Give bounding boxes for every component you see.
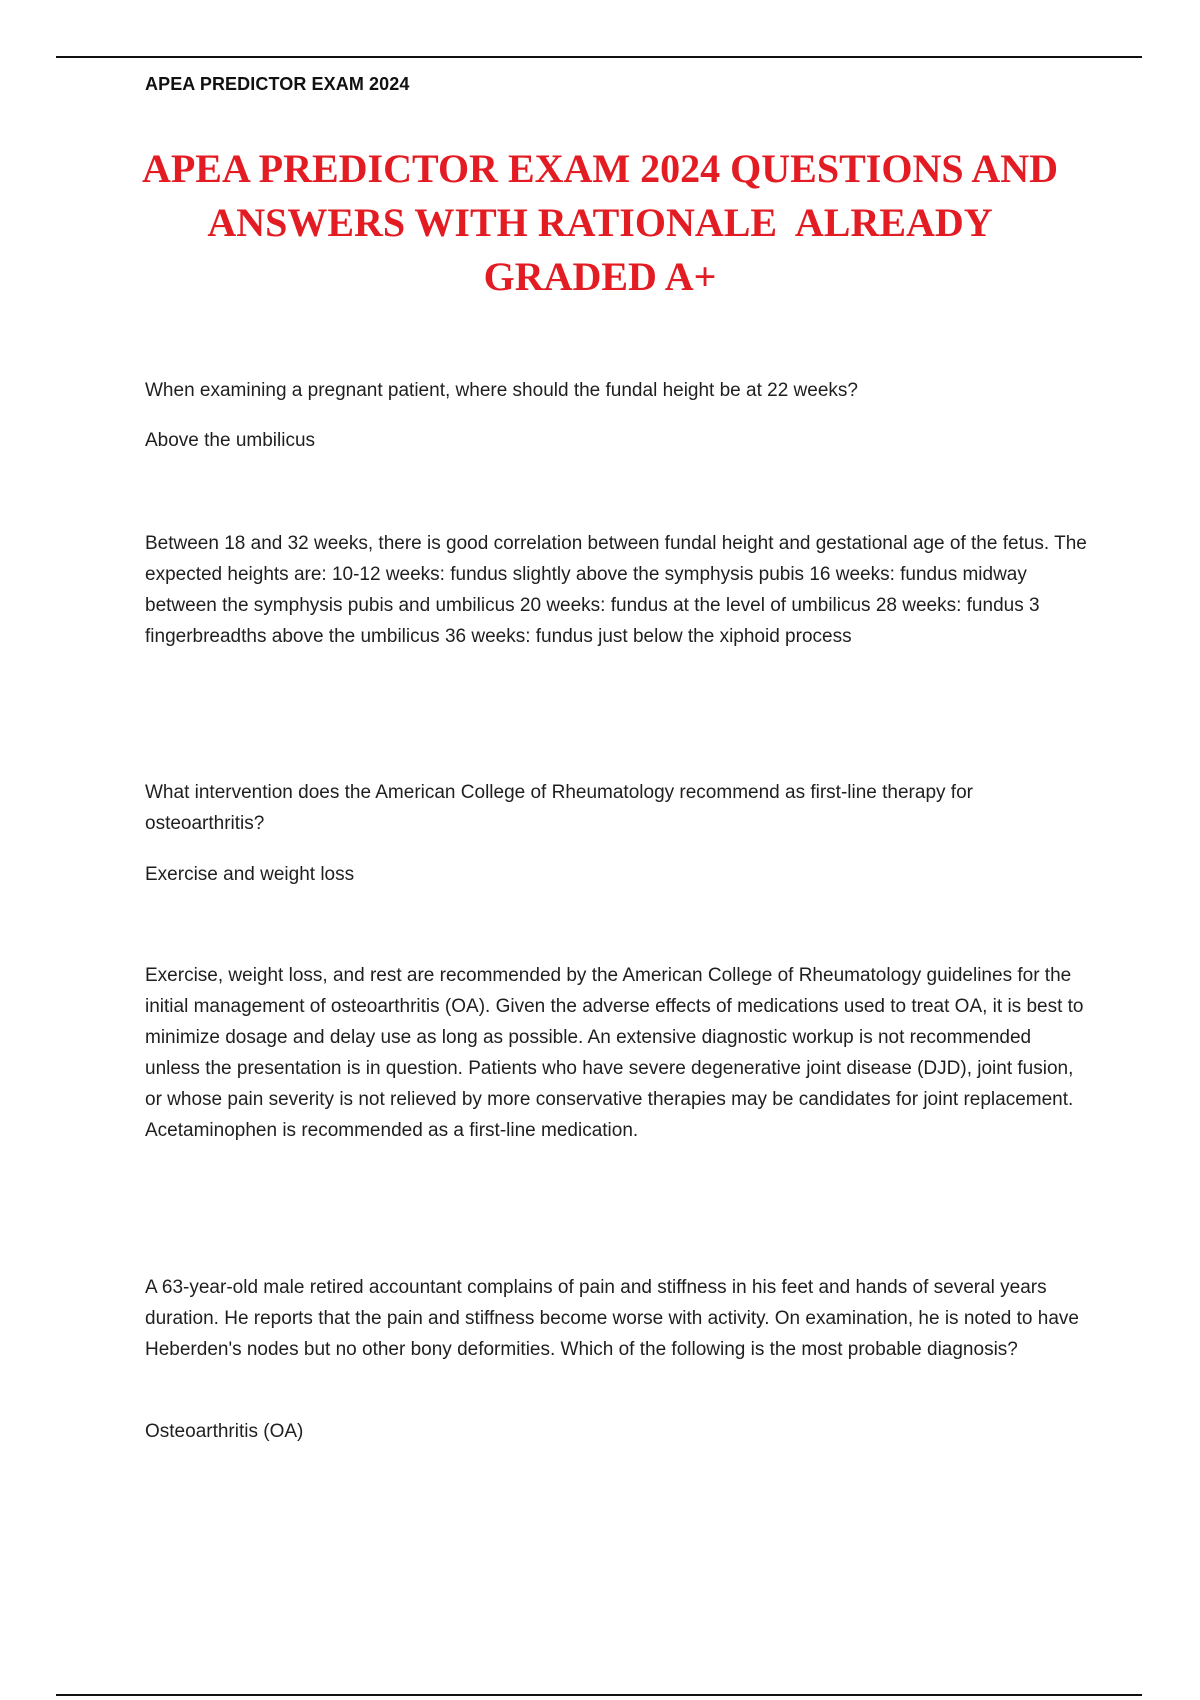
question-3-text: A 63-year-old male retired accountant complains of pain and stiffness in his feet and hands of several years duration. He reports that the pain and stiffness become worse with activity. On examination, he is noted to have Heberden's nodes but no other bony deformities. Which of the following is the most probable diagnosis? xyxy=(145,1277,1079,1360)
rationale-2-text: Exercise, weight loss, and rest are recommended by the American College of Rheumatology guidelines for the initial management of osteoarthritis (OA). Given the adverse effects of medications used to treat OA, it is best to minimize dosage and delay use as long as possible. An extensive diagnostic workup is not recommended unless the presentation is in question. Patients who have severe degenerative joint disease (DJD), joint fusion, or whose pain severity is not relieved by more conservative therapies may be candidates for joint replacement. Acetaminophen is recommended as a first-line medication. xyxy=(145,965,1084,1141)
question-2-text: What intervention does the American College of Rheumatology recommend as first-line therapy for osteoarthritis? xyxy=(145,782,973,834)
answer-1 xyxy=(145,425,1090,456)
top-rule xyxy=(56,56,1142,58)
title-line-1: APEA PREDICTOR EXAM 2024 QUESTIONS AND xyxy=(141,146,1059,191)
question-2 xyxy=(145,777,1090,839)
title-line-2: ANSWERS WITH RATIONALE ALREADY xyxy=(207,200,993,245)
question-1-text: When examining a pregnant patient, where should the fundal height be at 22 weeks? xyxy=(145,380,858,401)
answer-1-text: Above the umbilicus xyxy=(145,430,316,451)
answer-2 xyxy=(145,859,1090,890)
running-header: APEA PREDICTOR EXAM 2024 xyxy=(145,74,410,94)
answer-2-text: Exercise and weight loss xyxy=(145,864,355,885)
answer-3 xyxy=(145,1416,1090,1447)
question-1 xyxy=(145,375,1090,406)
title-line-3: GRADED A+ xyxy=(483,254,717,299)
answer-3-text: Osteoarthritis (OA) xyxy=(145,1421,304,1442)
question-3 xyxy=(145,1272,1090,1365)
bottom-rule xyxy=(56,1694,1142,1696)
rationale-1-text: Between 18 and 32 weeks, there is good correlation between fundal height and gestational age of the fetus. The expected heights are: 10-12 weeks: fundus slightly above the symphysis pubis 16 weeks: fundus midway between the symphysis pubis and umbilicus 20 weeks: fundus at the level of umbilicus 28 weeks: fundus 3 fingerbreadths above the umbilicus 36 weeks: fundus just below the xiphoid process xyxy=(145,533,1087,647)
rationale-1 xyxy=(145,528,1090,652)
document-title xyxy=(110,142,1090,304)
rationale-2 xyxy=(145,960,1090,1146)
